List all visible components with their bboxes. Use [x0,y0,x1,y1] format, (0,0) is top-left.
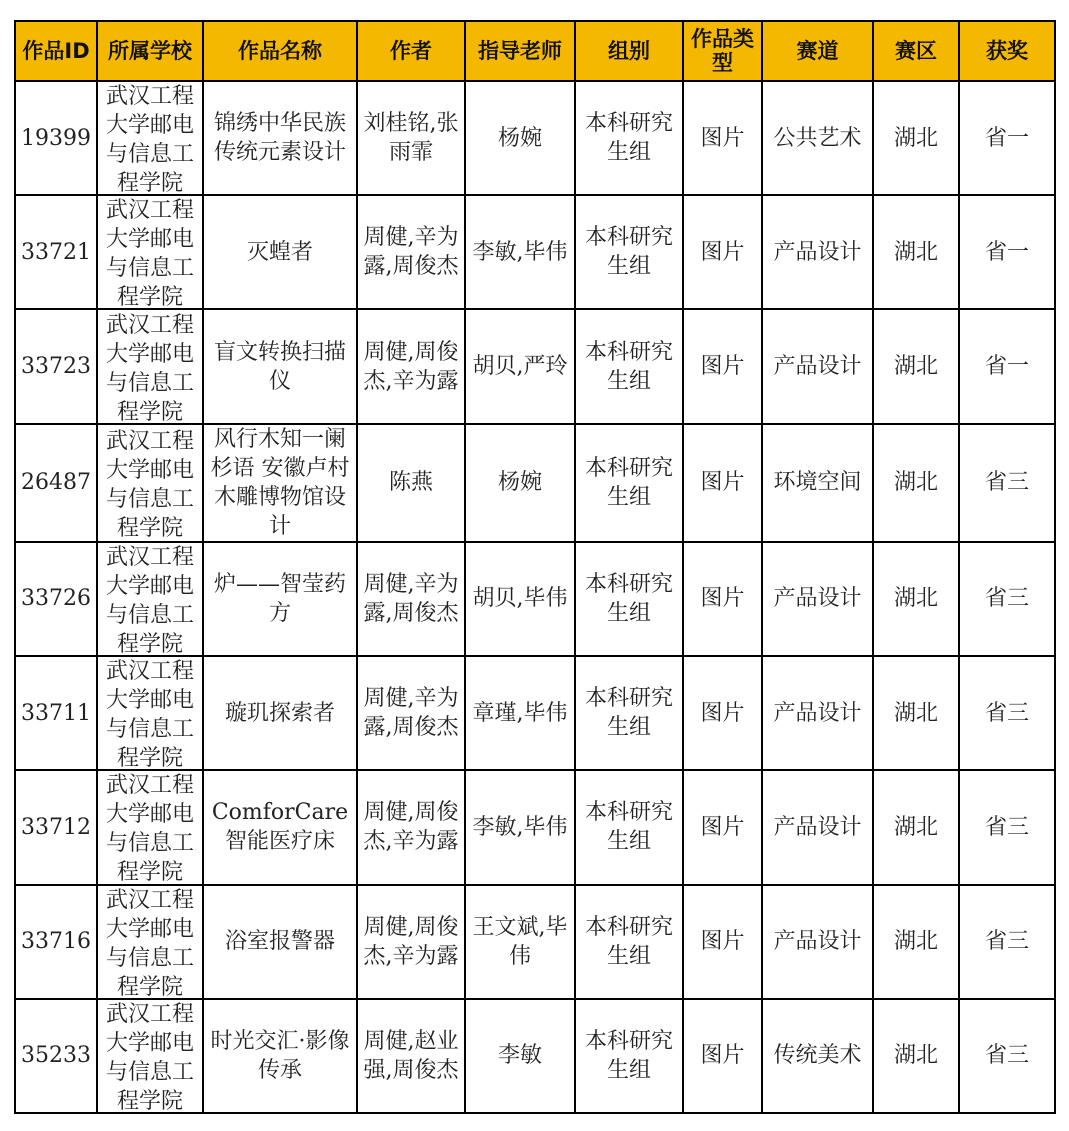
cell-track: 环境空间 [762,424,873,542]
cell-school [97,309,203,423]
cell-name: ComforCare智能医疗床 [203,770,357,884]
cell-award: 省一 [959,309,1055,423]
cell-author: 周健,辛为露,周俊杰 [357,656,465,770]
cell-school [97,999,203,1113]
cell-region: 湖北 [873,999,959,1113]
cell-teacher: 杨婉 [465,81,575,195]
header-school: 所属学校 [97,21,203,81]
cell-type: 图片 [683,542,762,656]
table-row [15,195,1055,309]
cell-school-text: 武汉工程大学邮电与信息工程学院 [105,312,194,423]
cell-id: 26487 [15,424,97,542]
cell-award: 省三 [959,999,1055,1113]
cell-id: 33711 [15,656,97,770]
cell-name: 盲文转换扫描仪 [203,309,357,423]
awards-sheet [14,20,1054,1114]
cell-id: 35233 [15,999,97,1113]
header-row [15,21,1055,81]
cell-id: 33723 [15,309,97,423]
header-region: 赛区 [873,21,959,81]
cell-school-text: 武汉工程大学邮电与信息工程学院 [105,1001,194,1112]
cell-group: 本科研究生组 [575,770,683,884]
cell-type: 图片 [683,770,762,884]
cell-type: 图片 [683,999,762,1113]
cell-id: 33726 [15,542,97,656]
cell-author: 周健,周俊杰,辛为露 [357,770,465,884]
cell-author: 周健,辛为露,周俊杰 [357,195,465,309]
cell-award: 省三 [959,885,1055,999]
cell-school [97,424,203,542]
header-id: 作品ID [15,21,97,81]
header-award: 获奖 [959,21,1055,81]
cell-id: 33712 [15,770,97,884]
cell-name: 时光交汇·影像传承 [203,999,357,1113]
cell-award: 省三 [959,656,1055,770]
cell-teacher: 胡贝,严玲 [465,309,575,423]
cell-author: 周健,周俊杰,辛为露 [357,309,465,423]
cell-award: 省一 [959,195,1055,309]
cell-teacher: 胡贝,毕伟 [465,542,575,656]
cell-school-text: 武汉工程大学邮电与信息工程学院 [105,887,194,998]
table-row [15,656,1055,770]
cell-school [97,656,203,770]
cell-region: 湖北 [873,770,959,884]
cell-group: 本科研究生组 [575,542,683,656]
cell-author: 周健,赵业强,周俊杰 [357,999,465,1113]
cell-group: 本科研究生组 [575,195,683,309]
cell-region: 湖北 [873,424,959,542]
header-type: 作品类型 [683,21,762,81]
cell-author: 周健,周俊杰,辛为露 [357,885,465,999]
cell-name: 璇玑探索者 [203,656,357,770]
cell-type: 图片 [683,309,762,423]
cell-region: 湖北 [873,885,959,999]
cell-teacher: 李敏 [465,999,575,1113]
cell-track: 产品设计 [762,770,873,884]
cell-region: 湖北 [873,542,959,656]
cell-group: 本科研究生组 [575,999,683,1113]
cell-group: 本科研究生组 [575,424,683,542]
cell-group: 本科研究生组 [575,81,683,195]
cell-name: 灭蝗者 [203,195,357,309]
cell-region: 湖北 [873,309,959,423]
cell-track: 产品设计 [762,309,873,423]
cell-author: 陈燕 [357,424,465,542]
cell-region: 湖北 [873,656,959,770]
table-row [15,999,1055,1113]
cell-type: 图片 [683,195,762,309]
cell-school-text: 武汉工程大学邮电与信息工程学院 [105,773,194,884]
cell-teacher: 杨婉 [465,424,575,542]
cell-track: 产品设计 [762,885,873,999]
cell-type: 图片 [683,885,762,999]
cell-region: 湖北 [873,81,959,195]
cell-id: 33721 [15,195,97,309]
header-author: 作者 [357,21,465,81]
cell-school-text: 武汉工程大学邮电与信息工程学院 [105,659,194,770]
header-track: 赛道 [762,21,873,81]
cell-name: 炉——智莹药方 [203,542,357,656]
cell-id: 33716 [15,885,97,999]
table-row [15,424,1055,542]
cell-type: 图片 [683,424,762,542]
cell-id: 19399 [15,81,97,195]
cell-name: 浴室报警器 [203,885,357,999]
cell-name: 锦绣中华民族传统元素设计 [203,81,357,195]
cell-school [97,885,203,999]
cell-group: 本科研究生组 [575,885,683,999]
table-row [15,542,1055,656]
table-row [15,309,1055,423]
cell-region: 湖北 [873,195,959,309]
cell-school [97,81,203,195]
cell-school-text: 武汉工程大学邮电与信息工程学院 [105,84,194,195]
header-teacher: 指导老师 [465,21,575,81]
cell-school [97,542,203,656]
cell-track: 产品设计 [762,656,873,770]
header-name: 作品名称 [203,21,357,81]
cell-school-text: 武汉工程大学邮电与信息工程学院 [105,544,194,655]
cell-track: 产品设计 [762,542,873,656]
cell-school [97,770,203,884]
cell-teacher: 李敏,毕伟 [465,770,575,884]
table-row [15,770,1055,884]
cell-teacher: 王文斌,毕伟 [465,885,575,999]
cell-track: 公共艺术 [762,81,873,195]
cell-type: 图片 [683,656,762,770]
cell-school-text: 武汉工程大学邮电与信息工程学院 [105,428,194,539]
cell-group: 本科研究生组 [575,309,683,423]
cell-name: 风行木知一阑杉语 安徽卢村木雕博物馆设计 [203,424,357,542]
cell-award: 省一 [959,81,1055,195]
cell-track: 产品设计 [762,195,873,309]
header-group: 组别 [575,21,683,81]
cell-group: 本科研究生组 [575,656,683,770]
cell-award: 省三 [959,424,1055,542]
cell-award: 省三 [959,770,1055,884]
cell-teacher: 章瑾,毕伟 [465,656,575,770]
cell-track: 传统美术 [762,999,873,1113]
cell-school [97,195,203,309]
table-row [15,885,1055,999]
cell-author: 周健,辛为露,周俊杰 [357,542,465,656]
table-row [15,81,1055,195]
awards-table [14,20,1056,1114]
cell-award: 省三 [959,542,1055,656]
cell-teacher: 李敏,毕伟 [465,195,575,309]
cell-school-text: 武汉工程大学邮电与信息工程学院 [105,198,194,309]
cell-type: 图片 [683,81,762,195]
cell-author: 刘桂铭,张雨霏 [357,81,465,195]
